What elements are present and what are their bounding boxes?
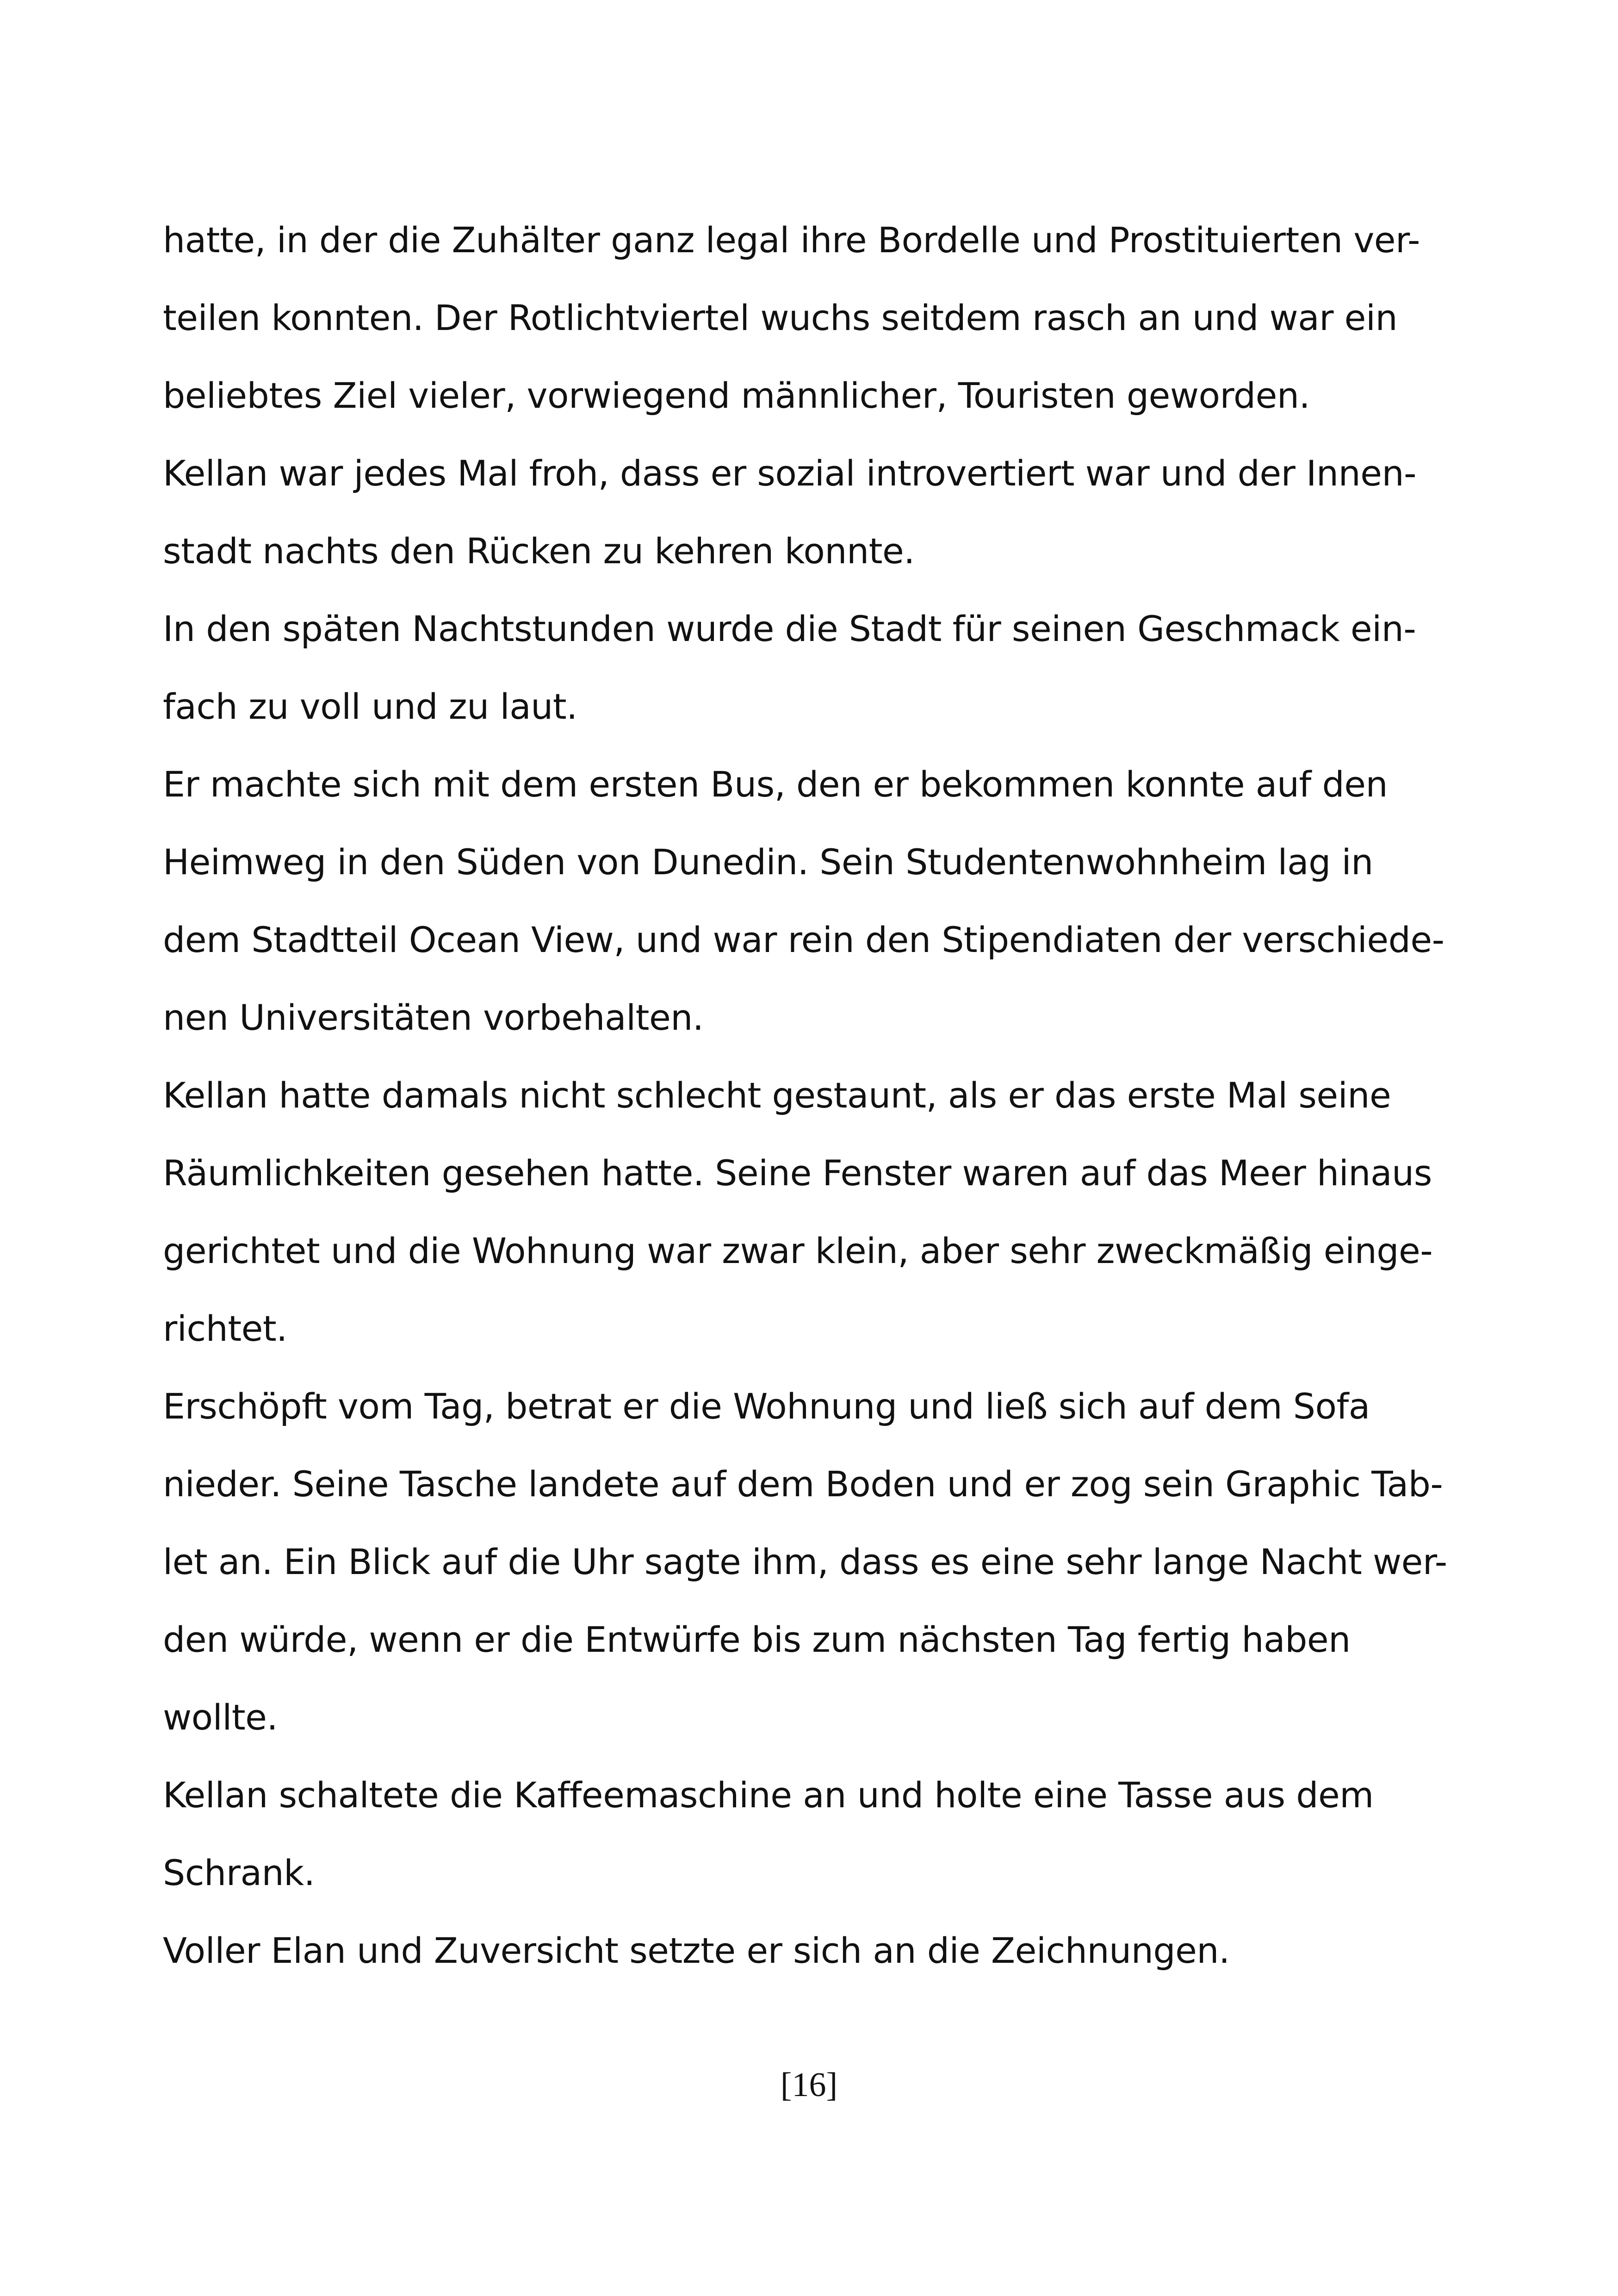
text-line: hatte, in der die Zuhälter ganz legal ihre Bordelle und Prostituierten ver- <box>163 219 1420 261</box>
text-line: Kellan schaltete die Kaffeemaschine an und holte eine Tasse aus dem <box>163 1774 1374 1816</box>
text-line: wollte. <box>163 1697 278 1738</box>
text-line: den würde, wenn er die Entwürfe bis zum nächsten Tag fertig haben <box>163 1619 1351 1660</box>
text-line: gerichtet und die Wohnung war zwar klein, aber sehr zweckmäßig einge- <box>163 1230 1433 1271</box>
text-line: Erschöpft vom Tag, betrat er die Wohnung und ließ sich auf dem Sofa <box>163 1386 1370 1427</box>
text-line: beliebtes Ziel vieler, vorwiegend männlicher, Touristen geworden. <box>163 375 1310 416</box>
page-number: [16] <box>780 2066 838 2104</box>
text-line: stadt nachts den Rücken zu kehren konnte. <box>163 530 915 572</box>
text-line: teilen konnten. Der Rotlichtviertel wuchs seitdem rasch an und war ein <box>163 297 1398 338</box>
text-line: fach zu voll und zu laut. <box>163 686 577 727</box>
text-line: Kellan hatte damals nicht schlecht gestaunt, als er das erste Mal seine <box>163 1075 1391 1116</box>
text-line: Er machte sich mit dem ersten Bus, den er bekommen konnte auf den <box>163 764 1388 805</box>
text-line: Kellan war jedes Mal froh, dass er sozial introvertiert war und der Innen- <box>163 453 1417 494</box>
text-line: Schrank. <box>163 1852 315 1893</box>
body-text <box>163 201 1505 1990</box>
text-line: nen Universitäten vorbehalten. <box>163 997 704 1038</box>
text-line: Heimweg in den Süden von Dunedin. Sein Studentenwohnheim lag in <box>163 841 1373 883</box>
text-line: nieder. Seine Tasche landete auf dem Boden und er zog sein Graphic Tab- <box>163 1463 1443 1505</box>
text-line: In den späten Nachtstunden wurde die Stadt für seinen Geschmack ein- <box>163 608 1416 649</box>
text-line: Räumlichkeiten gesehen hatte. Seine Fenster waren auf das Meer hinaus <box>163 1152 1432 1194</box>
text-line: dem Stadtteil Ocean View, und war rein den Stipendiaten der verschiede- <box>163 919 1444 960</box>
text-line: Voller Elan und Zuversicht setzte er sich an die Zeichnungen. <box>163 1930 1230 1971</box>
text-line: richtet. <box>163 1308 287 1349</box>
text-line: let an. Ein Blick auf die Uhr sagte ihm, dass es eine sehr lange Nacht wer- <box>163 1541 1447 1582</box>
